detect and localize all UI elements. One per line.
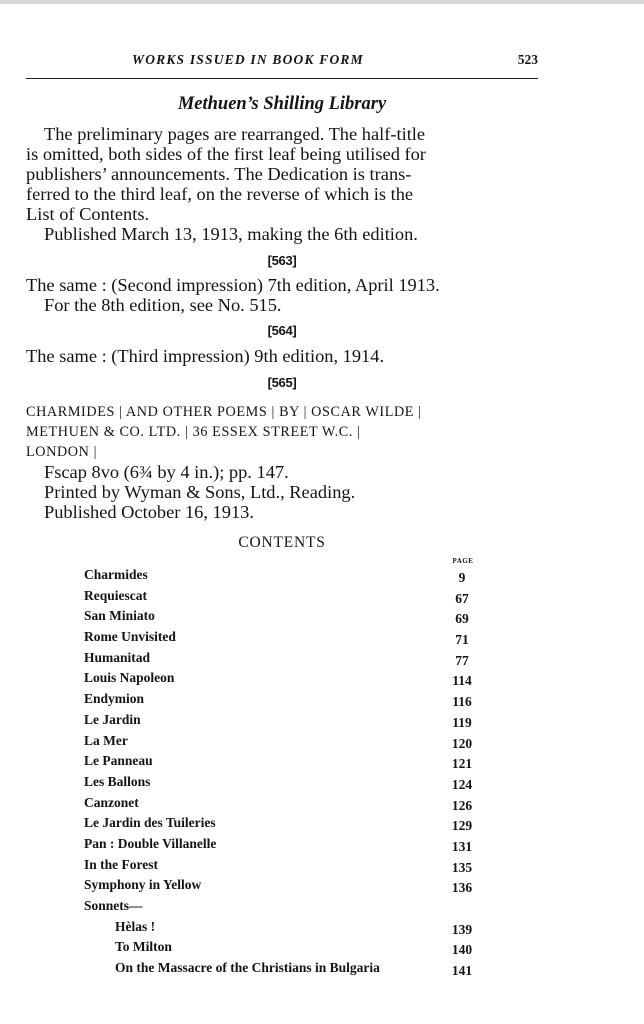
published-line: Published March 13, 1913, making the 6th edition.: [44, 224, 418, 244]
entry-line: The same : (Second impression) 7th edition, April 1913.: [26, 275, 440, 295]
toc-title: La Mer: [84, 732, 128, 748]
toc-page-number: 120: [451, 735, 473, 751]
toc-page-number: 140: [451, 942, 473, 958]
toc-row: [84, 855, 480, 876]
toc-title: Le Jardin: [84, 711, 141, 727]
entry-line: Printed by Wyman & Sons, Ltd., Reading.: [44, 482, 356, 502]
toc-row: [84, 772, 480, 793]
toc-title: Canzonet: [84, 794, 139, 810]
toc-page-number: 116: [452, 694, 472, 710]
toc-title: In the Forest: [84, 856, 158, 872]
paragraph-line: The preliminary pages are rearranged. The half-title: [44, 124, 426, 144]
toc-row: [84, 586, 480, 607]
paragraph-line: is omitted, both sides of the first leaf being utilised for: [26, 144, 426, 164]
toc-row: [84, 565, 480, 586]
toc-row: [84, 627, 480, 648]
paragraph-line: publishers’ announcements. The Dedication is trans-: [26, 164, 412, 184]
toc-title: Le Panneau: [84, 753, 153, 769]
toc-title: Hèlas !: [115, 918, 156, 934]
toc-page-number: 9: [458, 570, 466, 585]
toc-page-number: 129: [451, 818, 473, 834]
toc-title: Louis Napoleon: [84, 670, 175, 686]
entry-line: For the 8th edition, see No. 515.: [44, 295, 282, 315]
entry-line: The same : (Third impression) 9th edition, 1914.: [26, 346, 385, 366]
toc-page-number: 124: [451, 776, 473, 792]
toc-page-number: 141: [451, 963, 473, 979]
entry-line: Fscap 8vo (6¾ by 4 in.); pp. 147.: [44, 462, 289, 482]
contents-list: [84, 565, 480, 979]
running-title: WORKS ISSUED IN BOOK FORM: [132, 52, 364, 67]
title-transcription-line: LONDON |: [26, 444, 98, 460]
section-title: Methuen’s Shilling Library: [177, 94, 387, 114]
toc-row: [84, 958, 480, 979]
toc-title: Sonnets—: [84, 898, 143, 913]
title-transcription-line: METHUEN & CO. LTD. | 36 ESSEX STREET W.C. |: [26, 424, 361, 440]
toc-title: Pan : Double Villanelle: [84, 835, 217, 851]
toc-row: [84, 896, 480, 917]
toc-row: [84, 917, 480, 938]
toc-page-number: 135: [451, 859, 473, 875]
toc-row: [84, 731, 480, 752]
toc-page-number: 119: [452, 714, 472, 730]
toc-page-number: 69: [455, 611, 469, 627]
toc-row: [84, 875, 480, 896]
toc-page-number: 114: [452, 673, 472, 689]
toc-title: San Miniato: [84, 608, 155, 624]
toc-row: [84, 834, 480, 855]
toc-title: Humanitad: [84, 649, 151, 665]
page-column-label: PAGE: [452, 557, 474, 565]
entry-number: [565]: [267, 375, 297, 390]
toc-title: Symphony in Yellow: [84, 877, 202, 893]
entry-number: [564]: [267, 323, 297, 338]
contents-heading: CONTENTS: [238, 534, 326, 551]
paragraph-line: ferred to the third leaf, on the reverse of which is the: [26, 184, 414, 204]
toc-title: Le Jardin des Tuileries: [84, 815, 216, 831]
page-top-border: [0, 0, 644, 4]
toc-row: [84, 813, 480, 834]
toc-page-number: 126: [451, 797, 473, 813]
toc-row: [84, 606, 480, 627]
toc-page-number: 139: [451, 921, 473, 937]
toc-title: Requiescat: [84, 587, 147, 603]
toc-page-number: 131: [451, 838, 473, 854]
toc-page-number: 71: [455, 632, 469, 648]
toc-page-number: 77: [455, 652, 469, 668]
toc-row: [84, 937, 480, 958]
toc-row: [84, 710, 480, 731]
toc-page-number: 136: [451, 880, 473, 896]
toc-page-number: 67: [455, 590, 469, 606]
toc-title: Endymion: [84, 691, 145, 707]
entry-line: Published October 16, 1913.: [44, 502, 254, 522]
paragraph-line: List of Contents.: [26, 204, 150, 224]
running-head: [26, 52, 538, 70]
toc-page-number: 121: [451, 756, 473, 772]
header-rule: [26, 78, 538, 79]
toc-title: On the Massacre of the Christians in Bulgaria: [115, 960, 380, 976]
toc-row: [84, 793, 480, 814]
toc-row: [84, 689, 480, 710]
entry-number: [563]: [267, 253, 297, 268]
toc-row: [84, 751, 480, 772]
toc-title: To Milton: [115, 939, 172, 955]
title-transcription-line: CHARMIDES | AND OTHER POEMS | BY | OSCAR WILDE |: [26, 404, 422, 420]
toc-row: [84, 648, 480, 669]
toc-title: Charmides: [84, 567, 148, 582]
toc-title: Rome Unvisited: [84, 629, 176, 645]
toc-row: [84, 668, 480, 689]
page-number: 523: [517, 52, 538, 67]
toc-title: Les Ballons: [84, 773, 151, 789]
